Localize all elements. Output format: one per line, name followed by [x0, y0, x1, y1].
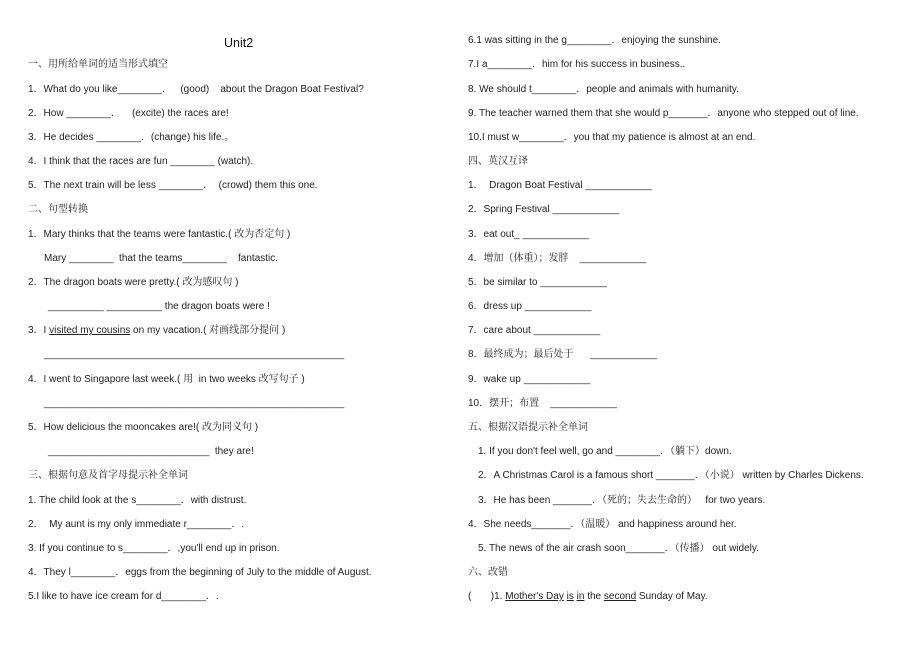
s6-q1-underline-a: Mother's Day	[505, 591, 564, 602]
s1-question-4: 4．I think that the races are fun ________ (watch).	[28, 156, 254, 167]
s6-q1-underline-d: second	[603, 591, 637, 602]
s4-item-4: 4．增加（体重）；发胖 ____________	[468, 253, 647, 264]
section-1-heading: 一、用所给单词的适当形式填空	[28, 59, 168, 70]
section-3-heading: 三、根据句意及首字母提示补全单词	[28, 470, 188, 481]
s3-question-5: 5.I like to have ice cream for d________．.	[28, 591, 219, 602]
s2-question-3	[28, 325, 285, 337]
section-4-heading: 四、英汉互译	[468, 156, 528, 167]
s5-question-4: 4．She needs_______．（温暖） and happiness around her.	[468, 519, 737, 530]
section-2-heading: 二、句型转换	[28, 204, 88, 215]
s6-q1-underline-b: is	[566, 591, 574, 602]
page-title: Unit2	[224, 36, 254, 50]
s4-item-3: 3．eat out_ ____________	[468, 229, 590, 240]
s2-question-4: 4．I went to Singapore last week.( 用 in two weeks 改写句子 )	[28, 374, 305, 385]
s1-question-2: 2．How ________． (excite) the races are!	[28, 108, 229, 119]
s4-item-10: 10．摆开；布置 ____________	[468, 398, 617, 409]
s3-question-1: 1. The child look at the s________．with distrust.	[28, 495, 247, 506]
s2-question-1: 1．Mary thinks that the teams were fantastic.( 改为否定句 )	[28, 229, 291, 240]
s4-item-8: 8．最终成为；最后处于 ____________	[468, 349, 657, 360]
s2-answer-5: _____________________________ they are!	[48, 446, 254, 457]
s5-question-5: 5. The news of the air crash soon_______．（传播） out widely.	[478, 543, 759, 554]
s2-question-5: 5．How delicious the mooncakes are!( 改为同义句 )	[28, 422, 259, 433]
s4-item-7: 7．care about ____________	[468, 325, 601, 336]
s3-question-6: 6.1 was sitting in the g________．enjoying the sunshine.	[468, 35, 721, 46]
s1-question-3: 3．He decides ________．(change) his life.。	[28, 132, 235, 143]
s4-item-2: 2．Spring Festival ____________	[468, 204, 620, 215]
s2-answer-3: ______________________________________________________	[44, 349, 345, 360]
s2-q3-suffix: on my vacation.( 对画线部分提问 )	[130, 325, 286, 336]
s4-item-5: 5．be similar to ____________	[468, 277, 607, 288]
s3-question-10: 10.I must w________．you that my patience is almost at an end.	[468, 132, 756, 143]
s3-question-9: 9. The teacher warned them that she would p_______．anyone who stepped out of line.	[468, 108, 859, 119]
s3-question-2: 2． My aunt is my only immediate r________．.	[28, 519, 245, 530]
s5-question-1: 1. If you don't feel well, go and ________．（躺下）down.	[478, 446, 732, 457]
s6-q1-suffix: Sunday of May.	[636, 591, 708, 602]
s6-question-1: ( )1. Mother's Day is in the second Sunday of May.	[468, 591, 708, 602]
s3-question-8: 8. We should t________．people and animals with humanity.	[468, 84, 739, 95]
s6-q1-underline-c: in	[576, 591, 585, 602]
s2-question-2: 2．The dragon boats were pretty.( 改为感叹句 )	[28, 277, 239, 288]
s4-item-1: 1． Dragon Boat Festival ____________	[468, 180, 653, 191]
s6-q1-prefix: ( )1.	[468, 591, 506, 602]
s2-answer-1: Mary ________ that the teams________ fantastic.	[44, 253, 279, 264]
s2-q3-prefix: 3．I	[28, 325, 50, 336]
s4-item-9: 9．wake up ____________	[468, 374, 591, 385]
s2-q3-underlined: visited my cousins	[49, 325, 131, 336]
s2-answer-2: __________ __________ the dragon boats were !	[48, 301, 270, 312]
s5-question-3: 3．He has been _______．（死的；失去生命的） for two years.	[478, 495, 766, 506]
s4-item-6: 6．dress up ____________	[468, 301, 592, 312]
s5-question-2: 2．A Christmas Carol is a famous short _______．（小说） written by Charles Dickens.	[478, 470, 864, 481]
s1-question-1: 1．What do you like________． (good) about the Dragon Boat Festival?	[28, 84, 364, 95]
s2-answer-4: ______________________________________________________	[44, 398, 345, 409]
s1-question-5: 5．The next train will be less ________． (crowd) them this one.	[28, 180, 318, 191]
s3-question-3: 3. If you continue to s________．,you'll end up in prison.	[28, 543, 280, 554]
s3-question-7: 7.I a________．him for his success in business..	[468, 59, 686, 70]
section-6-heading: 六、改错	[468, 567, 508, 578]
section-5-heading: 五、根据汉语提示补全单词	[468, 422, 588, 433]
s3-question-4: 4．They l________．eggs from the beginning of July to the middle of August.	[28, 567, 372, 578]
